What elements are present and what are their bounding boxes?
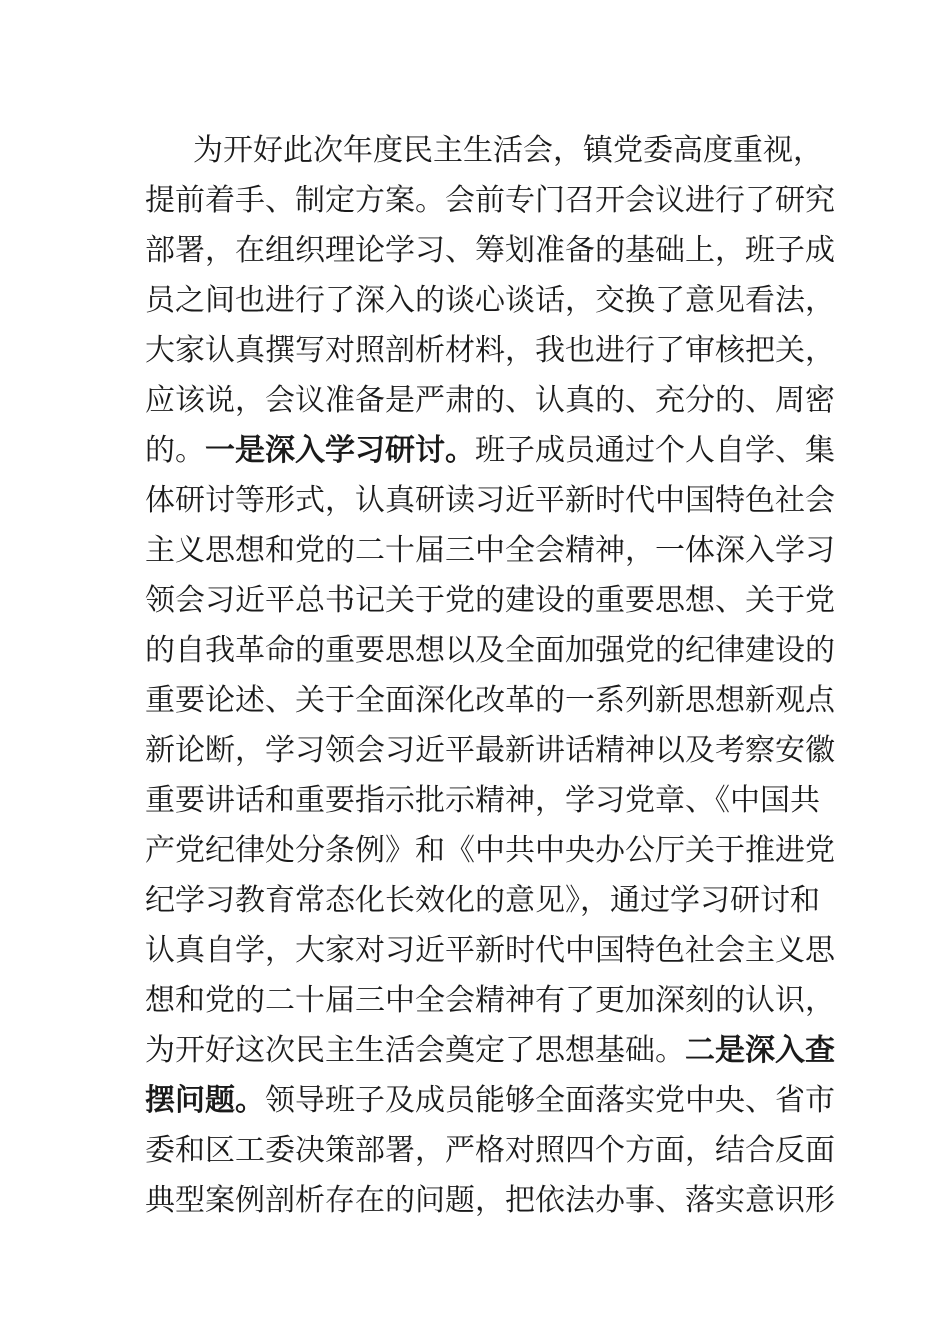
text-line: 委和区工委决策部署，严格对照四个方面，结合反面 (145, 1133, 835, 1168)
text-line: 的自我革命的重要思想以及全面加强党的纪律建设的 (145, 633, 835, 668)
text-line: 体研讨等形式，认真研读习近平新时代中国特色社会 (145, 483, 835, 518)
text-line: 应该说，会议准备是严肃的、认真的、充分的、周密 (145, 383, 835, 418)
text-line: 领会习近平总书记关于党的建设的重要思想、关于党 (145, 583, 835, 618)
section-heading-2-end: 摆问题。 (145, 1083, 265, 1118)
text-line: 大家认真撰写对照剖析材料，我也进行了审核把关， (145, 333, 835, 368)
text-line: 新论断，学习领会习近平最新讲话精神以及考察安徽 (145, 733, 835, 768)
text-line: 典型案例剖析存在的问题，把依法办事、落实意识形 (145, 1183, 835, 1218)
text-line: 重要论述、关于全面深化改革的一系列新思想新观点 (145, 683, 835, 718)
text-line: 纪学习教育常态化长效化的意见》，通过学习研讨和 (145, 883, 820, 918)
text-run: 班子成员通过个人自学、集 (475, 433, 835, 468)
text-line: 员之间也进行了深入的谈心谈话，交换了意见看法， (145, 283, 835, 318)
text-run: 为开好这次民主生活会奠定了思想基础。 (145, 1033, 685, 1068)
text-run: 领导班子及成员能够全面落实党中央、省市 (265, 1083, 835, 1118)
text-line: 主义思想和党的二十届三中全会精神，一体深入学习 (145, 533, 835, 568)
text-run: 的。 (145, 433, 205, 468)
text-line: 想和党的二十届三中全会精神有了更加深刻的认识， (145, 983, 835, 1018)
text-line: 产党纪律处分条例》和《中共中央办公厅关于推进党 (145, 833, 835, 868)
text-line (145, 426, 835, 476)
text-line: 为开好此次年度民主生活会，镇党委高度重视， (193, 133, 823, 168)
text-line: 认真自学，大家对习近平新时代中国特色社会主义思 (145, 933, 835, 968)
body-paragraph (145, 126, 835, 1226)
text-line: 提前着手、制定方案。会前专门召开会议进行了研究 (145, 183, 835, 218)
section-heading-1: 一是深入学习研讨。 (205, 433, 475, 468)
section-heading-2-start: 二是深入查 (685, 1033, 835, 1068)
text-line (145, 1026, 835, 1076)
text-line (145, 1076, 835, 1126)
text-line: 部署，在组织理论学习、筹划准备的基础上，班子成 (145, 233, 835, 268)
text-line: 重要讲话和重要指示批示精神，学习党章、《中国共 (145, 783, 820, 818)
